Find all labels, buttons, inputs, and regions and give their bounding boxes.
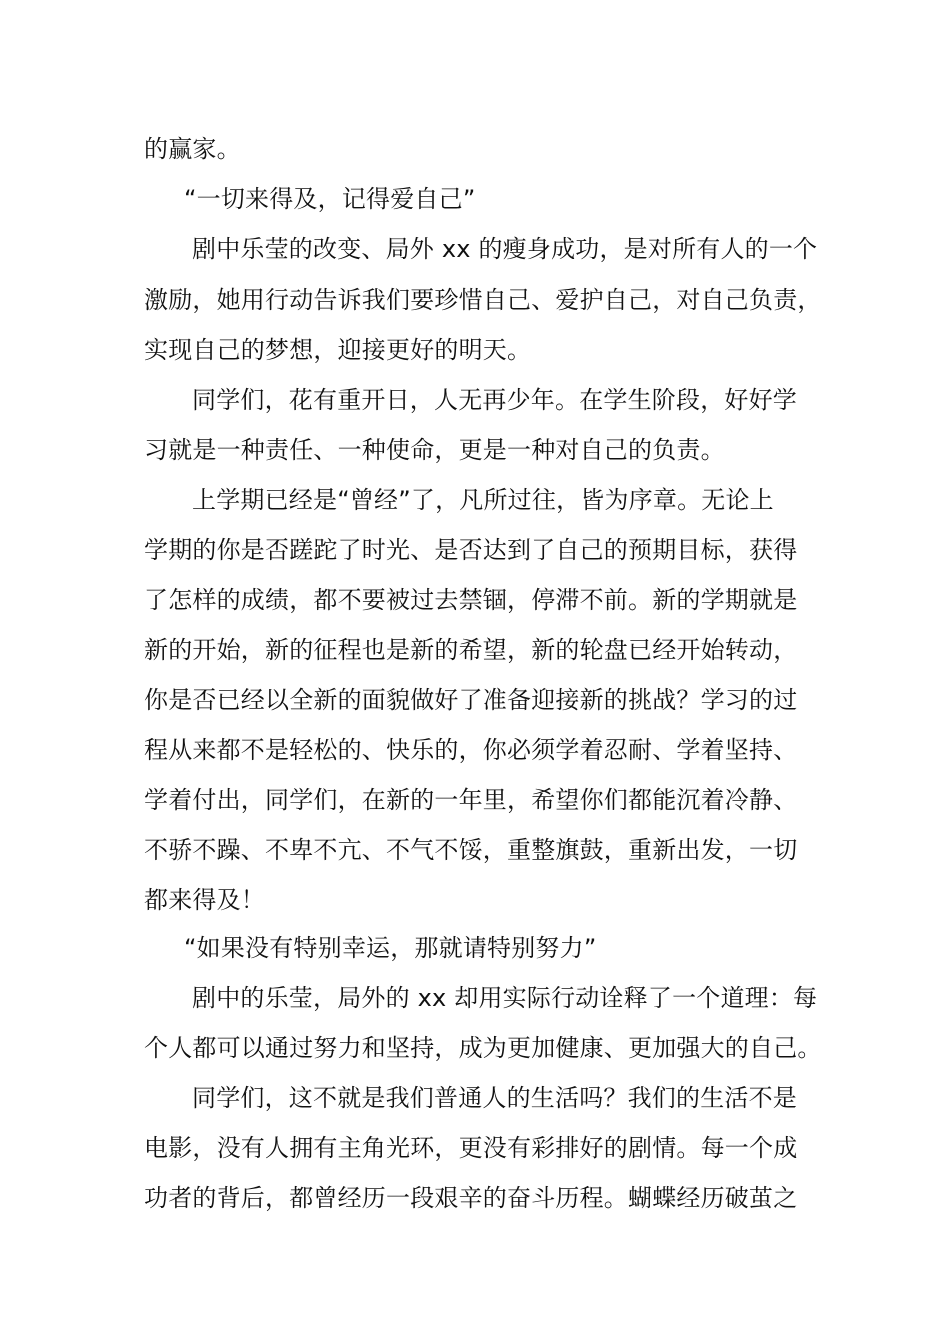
text-line: 剧中乐莹的改变、局外 xx 的瘦身成功，是对所有人的一个 (192, 235, 818, 263)
text-line: 不骄不躁、不卑不亢、不气不馁，重整旗鼓，重新出发，一切 (144, 836, 798, 864)
text-line: 学期的你是否蹉跎了时光、是否达到了自己的预期目标，获得 (144, 536, 798, 564)
text-line: 程从来都不是轻松的、快乐的，你必须学着忍耐、学着坚持、 (144, 736, 798, 764)
text-line: 剧中的乐莹，局外的 xx 却用实际行动诠释了一个道理：每 (192, 984, 818, 1012)
text-line: 的赢家。 (144, 135, 241, 163)
text-line: 你是否已经以全新的面貌做好了准备迎接新的挑战？学习的过 (144, 686, 798, 714)
text-line: 习就是一种责任、一种使命，更是一种对自己的负责。 (144, 436, 725, 464)
text-line: 学着付出，同学们，在新的一年里，希望你们都能沉着冷静、 (144, 786, 798, 814)
text-line: 功者的背后，都曾经历一段艰辛的奋斗历程。蝴蝶经历破茧之 (144, 1184, 798, 1212)
text-line: 同学们，花有重开日，人无再少年。在学生阶段，好好学 (192, 386, 797, 414)
text-line: 新的开始，新的征程也是新的希望，新的轮盘已经开始转动， (144, 636, 798, 664)
text-line: 实现自己的梦想，迎接更好的明天。 (144, 336, 532, 364)
text-line: 同学们，这不就是我们普通人的生活吗？我们的生活不是 (192, 1084, 797, 1112)
text-line: 激励，她用行动告诉我们要珍惜自己、爱护自己，对自己负责， (144, 286, 822, 314)
text-line: 电影，没有人拥有主角光环，更没有彩排好的剧情。每一个成 (144, 1134, 798, 1162)
section-heading: “一切来得及，记得爱自己” (184, 185, 476, 213)
text-line: 都来得及！ (144, 886, 265, 914)
text-line: 个人都可以通过努力和坚持，成为更加健康、更加强大的自己。 (144, 1034, 822, 1062)
text-line: 了怎样的成绩，都不要被过去禁锢，停滞不前。新的学期就是 (144, 586, 798, 614)
text-line: 上学期已经是“曾经”了，凡所过往，皆为序章。无论上 (192, 486, 774, 514)
section-heading: “如果没有特别幸运，那就请特别努力” (184, 934, 597, 962)
